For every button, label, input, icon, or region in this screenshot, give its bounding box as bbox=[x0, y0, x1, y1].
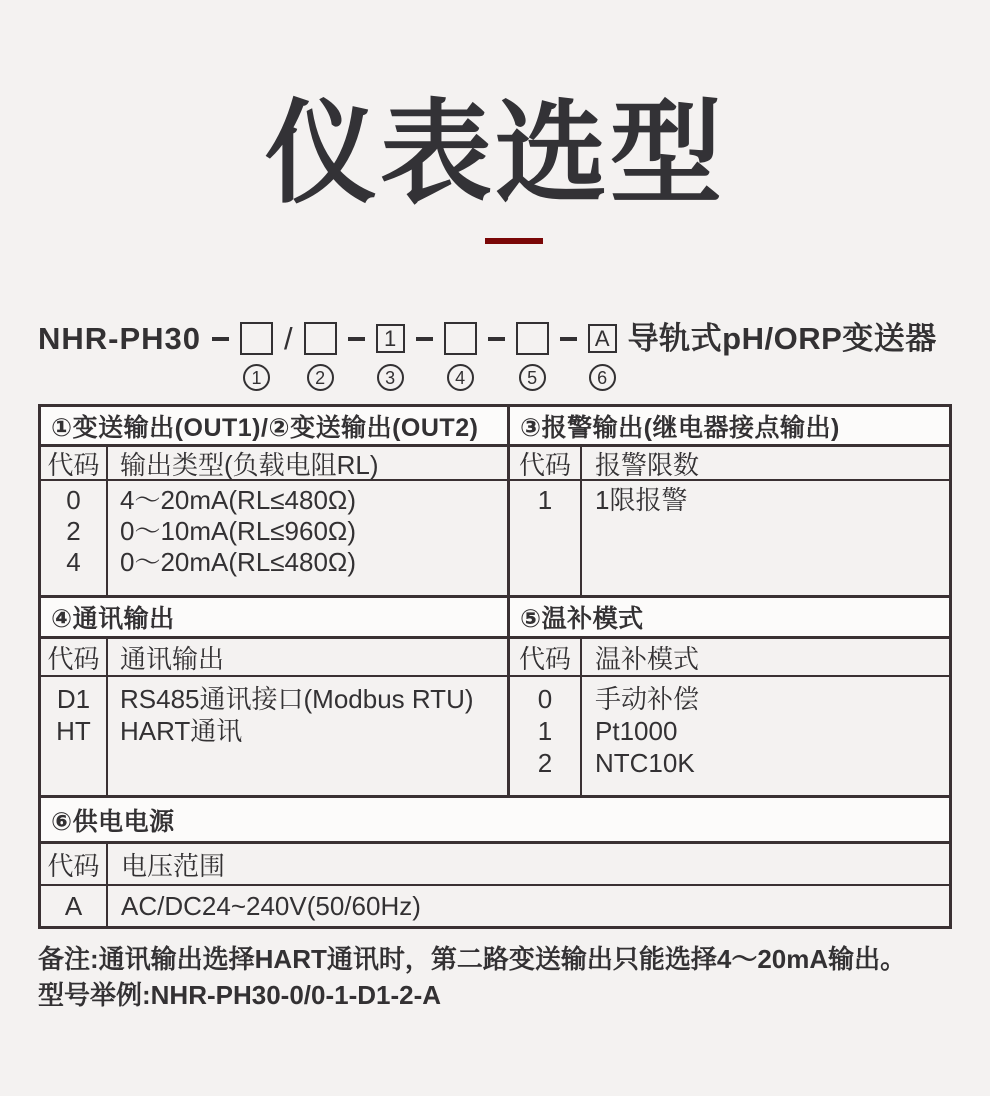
section2-left-codes bbox=[41, 677, 108, 795]
circled-number-5: 5 bbox=[519, 364, 546, 391]
code-value: D1 bbox=[56, 684, 91, 714]
description-value: NTC10K bbox=[595, 748, 695, 778]
dash-separator-3 bbox=[416, 337, 433, 341]
model-slot-1 bbox=[240, 322, 273, 391]
description-value: RS485通讯接口(Modbus RTU) bbox=[120, 684, 474, 714]
footer-notes bbox=[38, 941, 952, 1013]
model-box-2 bbox=[304, 322, 337, 355]
code-value: 2 bbox=[66, 516, 81, 546]
section2-header-row bbox=[41, 598, 949, 639]
section2-right-title: ⑤温补模式 bbox=[510, 598, 949, 636]
dash-separator-4 bbox=[488, 337, 505, 341]
description-value: 1限报警 bbox=[595, 485, 688, 515]
section3-header-row bbox=[41, 798, 949, 844]
description-value: Pt1000 bbox=[595, 716, 678, 746]
code-column-header: 代码 bbox=[41, 844, 108, 884]
model-suffix: 导轨式pH/ORP变送器 bbox=[627, 321, 937, 356]
model-box-5 bbox=[516, 322, 549, 355]
section3-column-header-row bbox=[41, 844, 949, 886]
model-slot-4 bbox=[444, 322, 477, 391]
model-slot-5 bbox=[516, 322, 549, 391]
model-slot-6 bbox=[588, 322, 617, 391]
description-value: AC/DC24~240V(50/60Hz) bbox=[121, 890, 421, 921]
section3-title: ⑥供电电源 bbox=[41, 798, 949, 841]
description-value: HART通讯 bbox=[120, 716, 243, 746]
circled-number-4: 4 bbox=[447, 364, 474, 391]
section1-left-column-header: 输出类型(负载电阻RL) bbox=[108, 447, 510, 479]
section2-left-column-header: 通讯输出 bbox=[108, 639, 510, 675]
dash-separator-1 bbox=[212, 337, 229, 341]
code-value: HT bbox=[56, 716, 91, 746]
code-value: 4 bbox=[66, 547, 81, 577]
section1-left-descriptions bbox=[108, 481, 510, 595]
section1-data-row bbox=[41, 481, 949, 598]
code-column-header: 代码 bbox=[510, 639, 582, 675]
section1-header-row bbox=[41, 407, 949, 447]
model-box-6: A bbox=[588, 324, 617, 353]
selection-table bbox=[38, 404, 952, 929]
model-code-line bbox=[38, 322, 937, 391]
section2-column-header-row bbox=[41, 639, 949, 677]
section3-data-row bbox=[41, 886, 949, 926]
section2-left-title: ④通讯输出 bbox=[41, 598, 510, 636]
note-remark: 备注:通讯输出选择HART通讯时，第二路变送输出只能选择4～20mA输出。 bbox=[38, 944, 907, 974]
section2-right-codes bbox=[510, 677, 582, 795]
circled-number-1: 1 bbox=[243, 364, 270, 391]
code-column-header: 代码 bbox=[510, 447, 582, 479]
code-value: 1 bbox=[537, 485, 553, 515]
section1-left-codes bbox=[41, 481, 108, 595]
section1-right-title: ③报警输出(继电器接点输出) bbox=[510, 407, 949, 444]
description-value: 0～20mA(RL≤480Ω) bbox=[120, 547, 357, 577]
dash-separator-2 bbox=[348, 337, 365, 341]
section1-right-column-header: 报警限数 bbox=[595, 449, 700, 480]
circled-number-3: 3 bbox=[377, 364, 404, 391]
code-value: 0 bbox=[537, 684, 553, 714]
description-value: 手动补偿 bbox=[595, 684, 700, 714]
code-column-header: 代码 bbox=[41, 639, 108, 675]
code-value: 1 bbox=[537, 716, 553, 746]
page-title: 仪表选型 bbox=[265, 91, 725, 216]
model-prefix: NHR-PH30 bbox=[38, 321, 202, 356]
description-value: 4～20mA(RL≤480Ω) bbox=[120, 485, 357, 515]
section1-column-header-row bbox=[41, 447, 949, 481]
code-value: 0 bbox=[66, 485, 81, 515]
model-box-4 bbox=[444, 322, 477, 355]
circled-number-2: 2 bbox=[307, 364, 334, 391]
slash-separator: / bbox=[284, 321, 293, 356]
code-value: 2 bbox=[537, 748, 553, 778]
note-model-example: 型号举例:NHR-PH30-0/0-1-D1-2-A bbox=[38, 980, 442, 1010]
section2-right-descriptions bbox=[582, 677, 949, 795]
section2-left-descriptions bbox=[108, 677, 510, 795]
section2-data-row bbox=[41, 677, 949, 798]
code-column-header: 代码 bbox=[41, 447, 108, 479]
dash-separator-5 bbox=[560, 337, 577, 341]
model-box-1 bbox=[240, 322, 273, 355]
model-slot-3 bbox=[376, 322, 405, 391]
code-value: A bbox=[41, 886, 108, 926]
section1-right-codes bbox=[510, 481, 582, 595]
section1-right-descriptions bbox=[582, 481, 949, 595]
model-slot-2 bbox=[304, 322, 337, 391]
section2-right-column-header: 温补模式 bbox=[595, 643, 700, 674]
model-box-3: 1 bbox=[376, 324, 405, 353]
circled-number-6: 6 bbox=[589, 364, 616, 391]
section1-left-title: ①变送输出(OUT1)/②变送输出(OUT2) bbox=[41, 407, 510, 444]
section3-column-header: 电压范围 bbox=[121, 850, 226, 881]
description-value: 0～10mA(RL≤960Ω) bbox=[120, 516, 357, 546]
title-underline bbox=[485, 238, 543, 244]
